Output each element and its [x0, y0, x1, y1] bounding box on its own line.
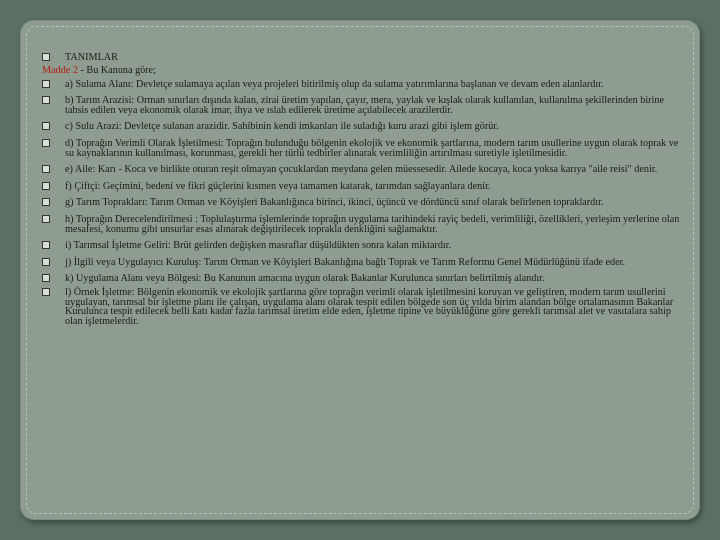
list-item-text: a) Sulama Alanı: Devletçe sulamaya açılan veya projeleri bitirilmiş olup da sulama yatırımlarına başlanan ve devam eden alanlardır.: [65, 78, 604, 90]
list-item: [42, 80, 682, 90]
list-item-text: e) Aile: Karı - Koca ve birlikte oturan reşit olmayan çocuklardan meydana gelen müessesedir. Ailede kocaya, koca yoksa karıya "aile reisi" denir.: [65, 164, 658, 176]
checkbox-bullet-icon: [42, 215, 50, 223]
list-item-text: b) Tarım Arazisi: Orman sınırları dışında kalan, zirai üretim yapılan, çayır, mera, yaylak ve kışlak olarak kullanılan, kullanılma şekillerinden birine tahsis edilen veya ekonomik olarak imar, ihya ve ıslah edilerek üretime açılabilecek arazilerdir.: [65, 95, 664, 116]
list-item: [42, 274, 682, 284]
heading-row: [42, 53, 682, 63]
list-item-text: f) Çiftçi: Geçimini, bedeni ve fikri güçlerini kısmen veya tamamen katarak, tarımdan sağlayanlara denir.: [65, 180, 491, 192]
list-item-text: j) İlgili veya Uygulayıcı Kuruluş: Tarım Orman ve Köyişleri Bakanlığına bağlı Toprak ve Tarım Reformu Genel Müdürlüğünü ifade eder.: [65, 256, 626, 268]
list-item: [42, 182, 682, 192]
list-item: [42, 96, 682, 115]
checkbox-bullet-icon: [42, 288, 50, 296]
checkbox-bullet-icon: [42, 241, 50, 249]
madde-text: - Bu Kanuna göre;: [80, 64, 157, 76]
list-item-text: k) Uygulama Alanı veya Bölgesi: Bu Kanunun amacına uygun olarak Bakanlar Kurulunca sınırları belirtilmiş alandır.: [65, 273, 545, 285]
list-item-text: g) Tarım Toprakları: Tarım Orman ve Köyişleri Bakanlığınca birinci, ikinci, üçüncü ve dördüncü sınıf olarak belirlenen topraklardır.: [65, 197, 604, 209]
madde-line: [42, 66, 682, 76]
document-content: [42, 53, 682, 326]
checkbox-bullet-icon: [42, 182, 50, 190]
checkbox-bullet-icon: [42, 198, 50, 206]
list-item: [42, 215, 682, 234]
list-item-text: h) Toprağın Derecelendirilmesi : Toplulaştırma işlemlerinde toprağın uygulama tarihindeki rayiç bedeli, verimliliği, özellikleri, yerleşim yerlerine olan mesafesi, konumu gibi unsurlar esas alınarak değiştirilecek toprakla denkliğini sağlamaktır.: [65, 213, 680, 235]
checkbox-bullet-icon: [42, 258, 50, 266]
checkbox-bullet-icon: [42, 165, 50, 173]
list-item: [42, 198, 682, 208]
list-item: [42, 288, 682, 326]
list-item-text: c) Sulu Arazi: Devletçe sulanan arazidir. Sahibinin kendi imkanları ile suladığı kuru arazi gibi işlem görür.: [65, 121, 499, 133]
list-item: [42, 241, 682, 251]
list-item: [42, 139, 682, 158]
checkbox-bullet-icon: [42, 53, 50, 61]
heading: TANIMLAR: [65, 52, 118, 63]
list-item-text: d) Toprağın Verimli Olarak İşletilmesi: Toprağın bulunduğu bölgenin ekolojik ve ekonomik şartlarına, modern tarım usullerine uygun olarak toprak ve su kaynaklarının kullanılması, korunması, gerekli her türlü tedbirler alınarak verimliliğin artırılması suretiyle işletilmesidir.: [65, 137, 679, 159]
slide: [20, 20, 700, 520]
list-item-text: i) Tarımsal İşletme Geliri: Brüt gelirden değişken masraflar düşüldükten sonra kalan miktardır.: [65, 240, 452, 252]
checkbox-bullet-icon: [42, 96, 50, 104]
list-item-text: l) Örnek İşletme: Bölgenin ekonomik ve ekolojik şartlarına göre toprağın verimli olarak işletilmesini koruyan ve geliştiren, modern tarım usullerini uygulayan, tarımsal bir işletme planı ile çalışan, uygulama alanı olarak tespit edilen bölgede son üç yılda birim alandan bölge ortalamasının Bakanlar Kurulunca tespit edilecek belli katı kadar fazla tarımsal üretim elde eden, işletme tipine ve büyüklüğüne göre gerekli tarımsal alet ve vasıtalara sahip olan işletmelerdir.: [65, 286, 674, 327]
checkbox-bullet-icon: [42, 122, 50, 130]
checkbox-bullet-icon: [42, 139, 50, 147]
checkbox-bullet-icon: [42, 274, 50, 282]
list-item: [42, 165, 682, 175]
checkbox-bullet-icon: [42, 80, 50, 88]
list-item: [42, 122, 682, 132]
madde-label: Madde 2: [42, 64, 78, 76]
list-item: [42, 258, 682, 268]
